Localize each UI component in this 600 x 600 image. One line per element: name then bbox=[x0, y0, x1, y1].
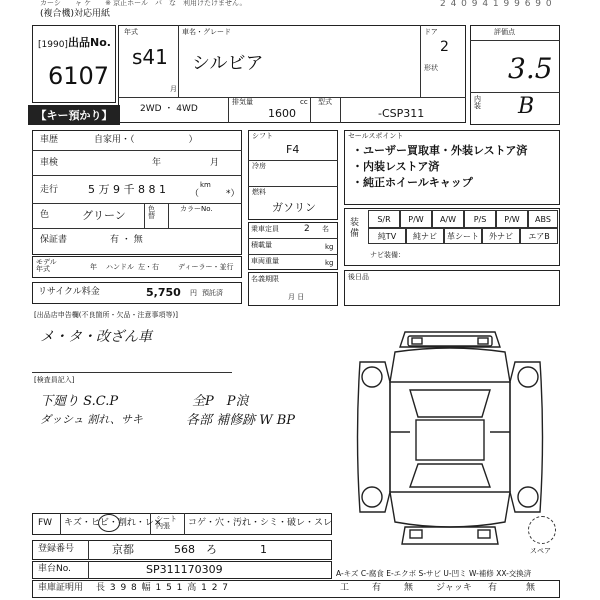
car-wheel-fr bbox=[518, 367, 538, 387]
top-right-code: 2 4 0 9 4 1 9 9 6 9 0 bbox=[440, 0, 553, 9]
transfer-label: 名義期限 bbox=[251, 275, 279, 283]
notes-label: [出品店申告欄(不良箇所・欠品・注意事項等)] bbox=[34, 311, 178, 319]
form-subtitle: (複合機)対応用紙 bbox=[40, 9, 111, 19]
weight-unit: kg bbox=[325, 259, 334, 267]
displacement-value: 1600 bbox=[268, 107, 296, 120]
car-windshield bbox=[410, 390, 490, 417]
later-label: 後日品 bbox=[348, 273, 369, 281]
equip-pw2: P/W bbox=[496, 210, 528, 228]
cert-label: 車庫証明用 bbox=[38, 583, 84, 593]
sales-point-1: ・ユーザー買取車・外装レストア済 bbox=[352, 144, 528, 157]
shape-label: 形状 bbox=[424, 64, 438, 72]
equipment-label: 装備 bbox=[350, 218, 360, 239]
dimensions: 長 3 9 8 幅 1 5 1 高 1 2 7 bbox=[96, 583, 230, 593]
doors-label: ドア bbox=[424, 28, 438, 36]
car-left-side bbox=[358, 362, 391, 512]
chassis-number: SP311170309 bbox=[146, 563, 223, 576]
chassis-label: 車台No. bbox=[38, 564, 71, 574]
lot-number: 6107 bbox=[48, 62, 110, 90]
jack-label: ジャッキ bbox=[436, 583, 472, 593]
mileage-label: 走行 bbox=[40, 185, 59, 195]
inspector-line-1: 下廻り S.C.P bbox=[40, 394, 119, 409]
equip-abs: ABS bbox=[528, 210, 558, 228]
shift-value: F4 bbox=[286, 143, 300, 156]
equip-navi: 純ナビ bbox=[406, 228, 444, 244]
equip-tv: 純TV bbox=[368, 228, 406, 244]
notes-handwritten: メ・タ・改ざん車 bbox=[40, 329, 152, 345]
jack-yes: 有 bbox=[488, 583, 498, 593]
fuel-label: 燃料 bbox=[252, 188, 266, 196]
history-value: 自家用・（ ） bbox=[94, 135, 198, 145]
spare-label: スペア bbox=[530, 547, 551, 555]
sales-point-3: ・純正ホイールキャップ bbox=[352, 176, 473, 189]
seat-items: コゲ・穴・汚れ・シミ・破レ・スレ bbox=[188, 518, 333, 528]
car-hood bbox=[390, 348, 510, 382]
car-rear-left-light bbox=[410, 530, 422, 538]
lot-label: 出品No. bbox=[68, 36, 111, 49]
car-wheel-fl bbox=[362, 367, 382, 387]
car-right-side bbox=[510, 362, 543, 512]
key-badge: 【キー預かり】 bbox=[28, 105, 120, 125]
color-change-label: 色替 bbox=[148, 205, 155, 220]
model-label: 型式 bbox=[318, 98, 332, 106]
persons-unit: 名 bbox=[322, 225, 329, 233]
inspection-month: 月 bbox=[210, 158, 220, 168]
month-suffix: 月 bbox=[170, 85, 177, 93]
tool-yes: 有 bbox=[372, 583, 382, 593]
grade-label: 評価点 bbox=[494, 28, 515, 36]
equip-pw: P/W bbox=[400, 210, 432, 228]
car-name: シルビア bbox=[192, 53, 264, 74]
inspector-line-2: ダッシュ 割れ、サキ bbox=[40, 413, 143, 426]
inspection-label: 車検 bbox=[40, 158, 59, 168]
fuel-value: ガソリン bbox=[272, 201, 316, 214]
lot-year-tag: [1990] bbox=[38, 40, 68, 50]
model-year-label: モデル年式 bbox=[36, 258, 57, 273]
load-label: 積載量 bbox=[251, 241, 272, 249]
model-year-suffix: 年 bbox=[90, 263, 97, 271]
equip-ps: P/S bbox=[464, 210, 496, 228]
grade-score: 3.5 bbox=[508, 52, 553, 85]
later-box bbox=[344, 270, 560, 306]
fw-items: キズ・ヒビ・割れ・レ× bbox=[64, 518, 162, 528]
car-roof bbox=[416, 420, 484, 460]
year-value: s41 bbox=[132, 45, 168, 69]
car-wheel-rr bbox=[518, 487, 538, 507]
history-label: 車歴 bbox=[40, 135, 59, 145]
dealer-label: ディーラー・並行 bbox=[178, 263, 234, 271]
fw-circle-mark bbox=[98, 514, 120, 532]
load-unit: kg bbox=[325, 243, 334, 251]
equip-ext-navi: 外ナビ bbox=[482, 228, 520, 244]
persons-value: 2 bbox=[304, 224, 310, 234]
equip-sr: S/R bbox=[368, 210, 400, 228]
interior-grade: B bbox=[518, 94, 535, 119]
tool-no: 無 bbox=[404, 583, 414, 593]
recycle-note: 預託済 bbox=[202, 289, 223, 297]
equip-aw: A/W bbox=[432, 210, 464, 228]
drive-type: 2WD ・ 4WD bbox=[140, 104, 198, 114]
warranty-label: 保証書 bbox=[40, 235, 68, 245]
weight-label: 車両重量 bbox=[251, 257, 279, 265]
color-value: グリーン bbox=[82, 209, 126, 222]
recycle-label: リサイクル料金 bbox=[38, 287, 100, 297]
reg-class: 568 bbox=[174, 543, 195, 556]
sales-points-label: セールスポイント bbox=[348, 132, 404, 140]
sales-point-2: ・内装レストア済 bbox=[352, 160, 440, 173]
inspector-line-3: 全P P浪 bbox=[192, 394, 249, 409]
equip-airbag: エアB bbox=[520, 228, 558, 244]
recycle-amount: 5,750 bbox=[146, 286, 181, 299]
navi-label: ナビ装備： bbox=[370, 251, 405, 259]
top-note: カーシ ャ ケ ※ 京正ホール バ な 利用けたけません。 bbox=[40, 0, 247, 7]
lot-year-value: 1990 bbox=[41, 40, 65, 50]
car-rear-right-light bbox=[478, 530, 490, 538]
seat-label: シート 内張 bbox=[156, 515, 177, 530]
warranty-value: 有 ・ 無 bbox=[110, 235, 143, 245]
recycle-unit: 円 bbox=[190, 289, 197, 297]
reg-kana: ろ bbox=[206, 543, 217, 556]
damage-legend: A-キズ C-腐食 E-エクボ S-サビ U-凹ミ W-補修 XX-交換済 bbox=[336, 569, 532, 578]
model-value: -CSP311 bbox=[378, 107, 425, 120]
fw-label: FW bbox=[38, 518, 53, 528]
car-outline-top bbox=[400, 332, 500, 347]
displacement-label: 排気量 bbox=[232, 98, 253, 106]
shift-label: シフト bbox=[252, 132, 273, 140]
persons-label: 乗車定員 bbox=[251, 225, 279, 233]
inspector-line-4: 各部 補修跡 W BP bbox=[186, 413, 296, 428]
spare-tire-icon bbox=[528, 516, 556, 544]
ac-label: 冷房 bbox=[252, 162, 266, 170]
mileage-unit: （ *） bbox=[190, 189, 240, 199]
car-front-left-light bbox=[412, 338, 422, 344]
doors-value: 2 bbox=[440, 39, 449, 55]
equip-leather: 革シート bbox=[444, 228, 482, 244]
cc-unit: cc bbox=[300, 98, 308, 106]
year-label: 年式 bbox=[124, 28, 138, 36]
reg-number: 1 bbox=[260, 543, 267, 556]
inspector-label: [検査員記入] bbox=[34, 376, 75, 384]
jack-no: 無 bbox=[526, 583, 536, 593]
car-trunk bbox=[390, 492, 510, 527]
car-wheel-rl bbox=[362, 487, 382, 507]
mileage-km: km bbox=[200, 181, 211, 189]
name-label: 車名・グレード bbox=[182, 28, 231, 36]
color-no-label: カラーNo. bbox=[180, 205, 213, 213]
tool-label: 工 bbox=[340, 583, 350, 593]
mileage-value: 5 万 9 千 8 8 1 bbox=[88, 183, 166, 196]
transfer-suffix: 月 日 bbox=[288, 293, 305, 301]
car-damage-diagram bbox=[350, 322, 550, 552]
reg-place: 京都 bbox=[112, 543, 134, 556]
inspection-year: 年 bbox=[152, 158, 162, 168]
handle-label: ハンドル bbox=[106, 263, 134, 271]
reg-label: 登録番号 bbox=[38, 544, 75, 554]
handle-value: 左・右 bbox=[138, 263, 159, 271]
car-rear-window bbox=[410, 464, 490, 487]
interior-label: 内装 bbox=[474, 95, 481, 110]
color-label: 色 bbox=[40, 210, 50, 220]
car-front-right-light bbox=[478, 338, 488, 344]
